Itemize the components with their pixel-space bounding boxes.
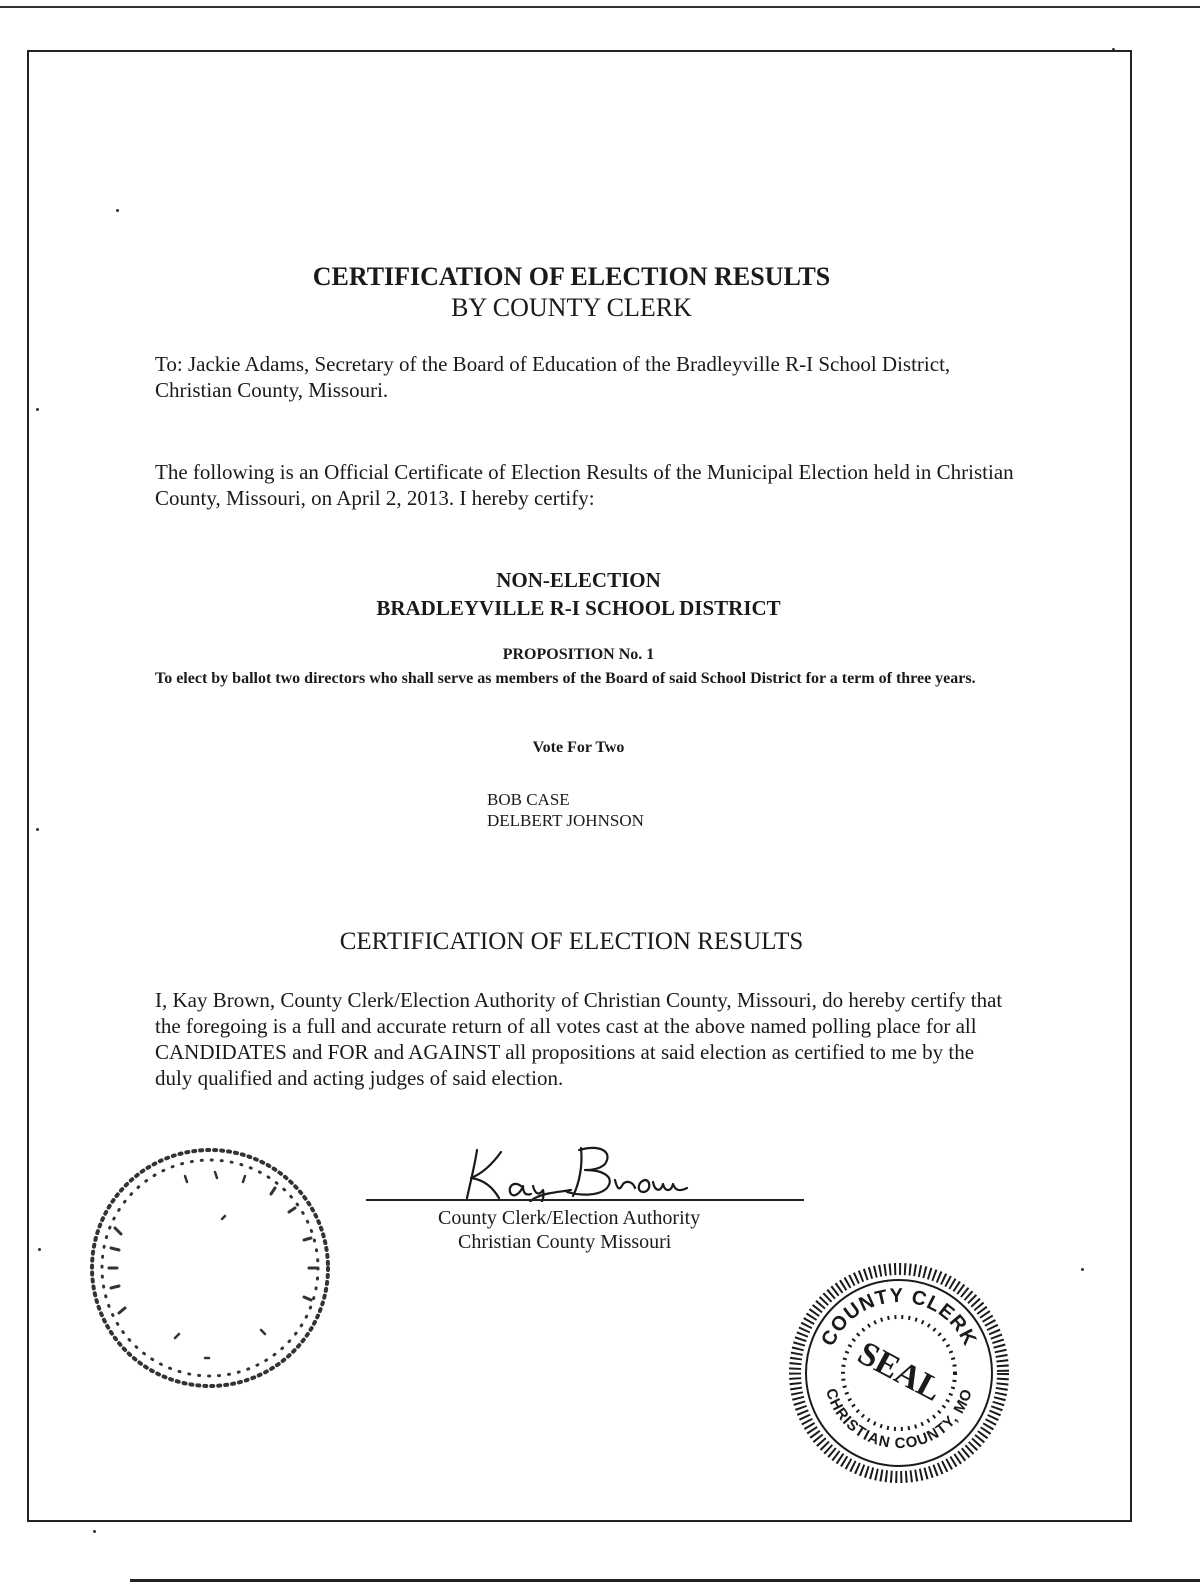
candidate-name: DELBERT JOHNSON (487, 811, 644, 830)
district-name: BRADLEYVILLE R-I SCHOOL DISTRICT (376, 596, 781, 620)
document-title: CERTIFICATION OF ELECTION RESULTS (312, 262, 831, 291)
county-clerk-seal (788, 1262, 1010, 1484)
certification-statement: I, Kay Brown, County Clerk/Election Authority of Christian County, Missouri, do hereby certify that the foregoing is a full and accurate return of all votes cast at the above named polling place for all CANDIDATES and FOR and AGAINST all propositions at said election as certified to me by the duly qualified and acting judges of said election. (155, 988, 1003, 1090)
signer-jurisdiction: Christian County Missouri (458, 1231, 672, 1253)
candidate-name: BOB CASE (487, 790, 570, 809)
seal-center-text: SEAL (851, 1334, 948, 1409)
seal-bottom-text: CHRISTIAN COUNTY, MO (822, 1386, 977, 1453)
signer-title: County Clerk/Election Authority (438, 1207, 701, 1229)
proposition-description: To elect by ballot two directors who shall serve as members of the Board of said School District for a term of three years. (155, 670, 976, 687)
scan-speck (1081, 1268, 1084, 1271)
handwritten-signature (455, 1140, 715, 1202)
scan-speck (1112, 48, 1115, 51)
candidate-list (487, 789, 644, 831)
scan-speck (38, 1248, 41, 1251)
signature-line (366, 1199, 804, 1201)
bottom-scan-rule (130, 1579, 1200, 1582)
svg-text:CHRISTIAN COUNTY, MO (822, 1386, 976, 1452)
addressee-paragraph: To: Jackie Adams, Secretary of the Board of Education of the Bradleyville R-I School District, Christian County, Missouri. (155, 352, 951, 402)
scan-speck (116, 209, 119, 212)
intro-paragraph: The following is an Official Certificate of Election Results of the Municipal Election held in Christian County, Missouri, on April 2, 2013. I hereby certify: (155, 460, 1014, 510)
embossed-seal-impression (75, 1138, 345, 1398)
contest-heading: NON-ELECTION (496, 568, 661, 592)
proposition-label: PROPOSITION No. 1 (502, 646, 655, 663)
vote-for-label: Vote For Two (532, 739, 625, 756)
scan-speck (36, 408, 39, 411)
scan-speck (93, 1530, 96, 1533)
document-subtitle: BY COUNTY CLERK (451, 293, 692, 322)
seal-top-text: COUNTY CLERK (817, 1284, 981, 1350)
scan-speck (36, 828, 39, 831)
top-scan-rule (0, 6, 1200, 8)
svg-text:COUNTY CLERK (817, 1285, 981, 1350)
certification-heading: CERTIFICATION OF ELECTION RESULTS (339, 928, 804, 955)
